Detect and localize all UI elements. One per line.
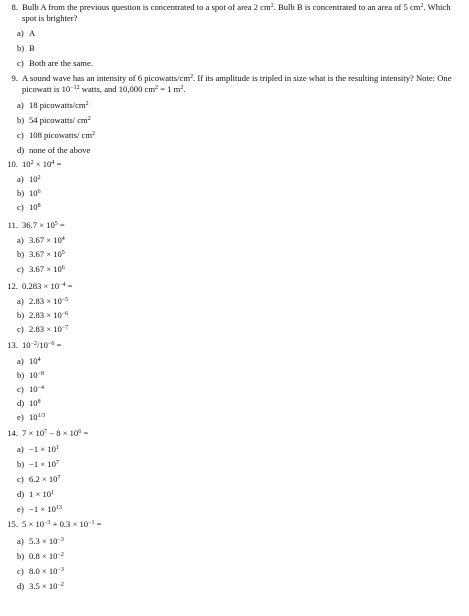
question-stem: $5 \times 10^{-3} + 0.3 \times 10^{-1}$ = bbox=[22, 519, 102, 529]
option: b) 54 picowatts/ $cm^2$ bbox=[17, 115, 91, 125]
question-number: 10. bbox=[7, 159, 18, 169]
option: d) $10^8$ bbox=[17, 398, 41, 408]
question-12 bbox=[0, 281, 465, 292]
question-8 bbox=[0, 2, 465, 23]
option: d) $1 \times 10^1$ bbox=[17, 489, 55, 499]
option: $e) -1 \times 10^{13}$ bbox=[17, 504, 62, 514]
question-14 bbox=[0, 428, 465, 439]
question-number: 15. bbox=[7, 519, 18, 529]
option: c) $10^8$ bbox=[17, 202, 41, 212]
option: c) $10^{-4}$ bbox=[17, 384, 44, 394]
question-9 bbox=[0, 73, 465, 94]
option: c) $6.2 \times 10^7$ bbox=[17, 474, 61, 484]
option: a) $10^4$ bbox=[17, 356, 41, 366]
question-stem: A sound wave has an intensity of 6 picowatts/$cm^2$. If its amplitude is tripled in size what is the resulting intensity? Note: One picowatt is $10^{-12}$ watts, and 10,000 $cm^2 = 1$ $m^2$. bbox=[22, 73, 452, 94]
question-number: 14. bbox=[7, 428, 18, 438]
question-11 bbox=[0, 220, 465, 231]
option: $b) -1 \times 10^7$ bbox=[17, 459, 59, 469]
option: d) $3.5 \times 10^{-2}$ bbox=[17, 581, 64, 591]
question-number: 8. bbox=[11, 2, 18, 12]
option: b) $10^6$ bbox=[17, 188, 41, 198]
option: a) 18 picowatts/$cm^2$ bbox=[17, 100, 89, 110]
option: a) $10^2$ bbox=[17, 174, 41, 184]
question-stem: $0.283 \times 10^{-4}$ = bbox=[22, 281, 73, 291]
option: a) $5.3 \times 10^{-3}$ bbox=[17, 536, 64, 546]
option: d) none of the above bbox=[17, 145, 91, 155]
option: a) $2.83 \times 10^{-5}$ bbox=[17, 296, 69, 306]
option: c) $3.67 \times 10^6$ bbox=[17, 264, 65, 274]
option: $a) -1 \times 10^1$ bbox=[17, 444, 59, 454]
option: b) $10^{-8}$ bbox=[17, 370, 44, 380]
question-stem: Bulb A from the previous question is concentrated to a spot of area 2 $cm^2$. Bulb B is concentrated to an area of 5 $cm^2$. Which spot is brighter? bbox=[22, 2, 451, 23]
question-number: 12. bbox=[7, 281, 18, 291]
option: b) B bbox=[17, 43, 35, 53]
question-stem: $10^2 \times 10^4$ = bbox=[22, 159, 62, 169]
question-number: 9. bbox=[11, 73, 18, 83]
option: c) $8.0 \times 10^{-3}$ bbox=[17, 566, 64, 576]
option: c) $2.83 \times 10^{-7}$ bbox=[17, 324, 69, 334]
option: b) $0.8 \times 10^{-2}$ bbox=[17, 551, 64, 561]
option: b) $3.67 \times 10^5$ bbox=[17, 249, 65, 259]
question-13 bbox=[0, 340, 465, 351]
question-number: 13. bbox=[7, 340, 18, 350]
option: a) A bbox=[17, 28, 36, 38]
question-number: 11. bbox=[7, 220, 18, 230]
question-15 bbox=[0, 519, 465, 530]
option: c) 108 picowatts/ $cm^2$ bbox=[17, 130, 96, 140]
question-stem: $36.7 \times 10^5$ = bbox=[22, 220, 65, 230]
option: e) $10^{1/3}$ bbox=[17, 412, 46, 422]
option: a) $3.67 \times 10^4$ bbox=[17, 235, 65, 245]
question-stem: $10^{-2}/10^{-6}$ = bbox=[22, 340, 62, 350]
option: c) Both are the same. bbox=[17, 58, 93, 68]
option: b) $2.83 \times 10^{-6}$ bbox=[17, 310, 69, 320]
question-10 bbox=[0, 159, 465, 170]
question-stem: $7 \times 10^7 - 8 \times 10^6$ = bbox=[22, 428, 89, 438]
